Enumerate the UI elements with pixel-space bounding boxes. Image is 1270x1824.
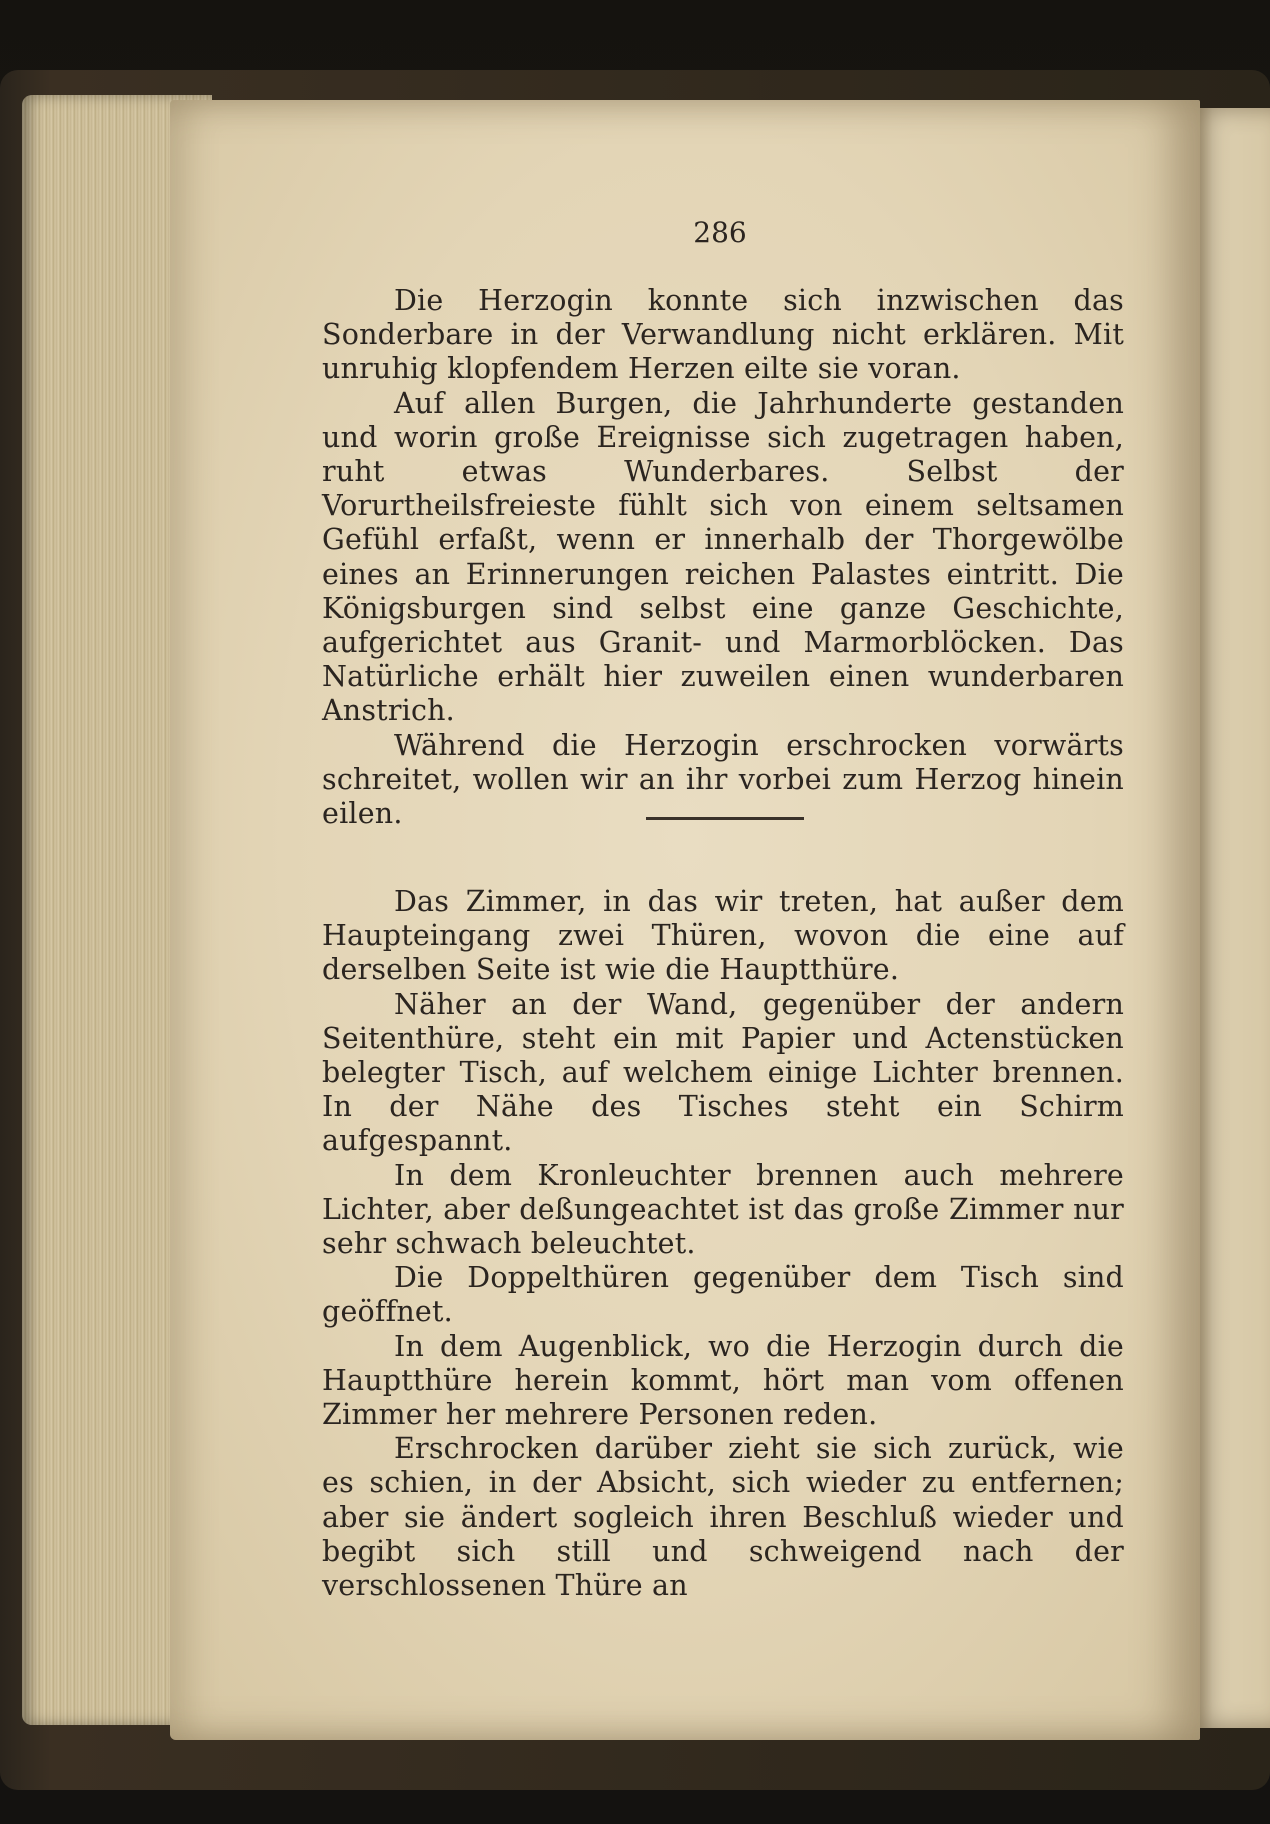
paragraph: Die Doppelthüren gegenüber dem Tisch sind geöffnet. xyxy=(322,1261,1124,1329)
facing-page-edge xyxy=(1188,108,1270,1728)
paragraph: Die Herzogin konnte sich inzwischen das Sonderbare in der Verwandlung nicht erklären. Mit unruhig klopfendem Herzen eilte sie voran. xyxy=(322,284,1124,386)
paragraph: Auf allen Burgen, die Jahrhunderte gestanden und worin große Ereignisse sich zugetragen haben, ruht etwas Wunderbares. Selbst der Vorurtheilsfreieste fühlt sich von einem seltsamen Gefühl erfaßt, wenn er innerhalb der Thorgewölbe eines an Erinnerungen reichen Palastes eintritt. Die Königsburgen sind selbst eine ganze Geschichte, aufgerichtet aus Granit- und Marmorblöcken. Das Natürliche erhält hier zuweilen einen wunderbaren Anstrich. xyxy=(322,386,1124,728)
page-number: 286 xyxy=(693,216,747,249)
paragraph: Näher an der Wand, gegenüber der andern Seitenthüre, steht ein mit Papier und Actenstücken belegter Tisch, auf welchem einige Lichter brennen. In der Nähe des Tisches steht ein Schirm aufgespannt. xyxy=(322,987,1124,1158)
section-divider xyxy=(646,817,804,820)
paragraph: In dem Augenblick, wo die Herzogin durch die Hauptthüre herein kommt, hört man vom offenen Zimmer her mehrere Personen reden. xyxy=(322,1329,1124,1432)
text-section-2 xyxy=(322,885,1124,1603)
paragraph: Das Zimmer, in das wir treten, hat außer dem Haupteingang zwei Thüren, wovon die eine auf derselben Seite ist wie die Hauptthüre. xyxy=(322,885,1124,987)
text-section-1 xyxy=(322,284,1124,831)
paragraph: In dem Kronleuchter brennen auch mehrere Lichter, aber deßungeachtet ist das große Zimmer nur sehr schwach beleuchtet. xyxy=(322,1158,1124,1261)
paragraph: Erschrocken darüber zieht sie sich zurück, wie es schien, in der Absicht, sich wieder zu entfernen; aber sie ändert sogleich ihren Beschluß wieder und begibt sich still und schweigend nach der verschlossenen Thüre an xyxy=(322,1432,1124,1603)
paragraph: Während die Herzogin erschrocken vorwärts schreitet, wollen wir an ihr vorbei zum Herzog hinein eilen. xyxy=(322,728,1124,831)
